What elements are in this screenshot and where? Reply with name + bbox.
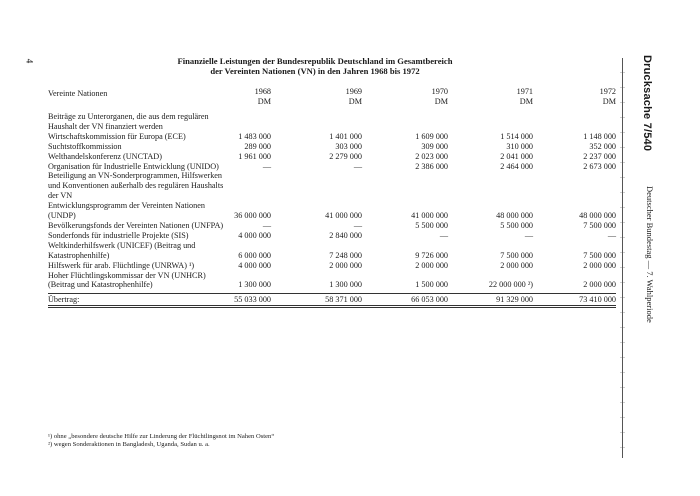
table-cell: 2 000 000	[583, 280, 616, 290]
table-cell: 7 500 000	[583, 220, 616, 230]
year-label: 1969	[345, 87, 362, 96]
year-label: 1970	[431, 87, 448, 96]
total-cell: 73 410 000	[579, 295, 616, 305]
table-row	[48, 221, 616, 231]
footnotes	[48, 433, 274, 449]
table-row	[48, 241, 616, 261]
table-cell: 2 000 000	[329, 260, 362, 270]
bundestag-label: Deutscher Bundestag — 7. Wahlperiode	[645, 186, 655, 323]
table-cell: 1 483 000	[238, 131, 271, 141]
total-label: Übertrag:	[48, 295, 80, 305]
margin-rule	[622, 58, 623, 458]
table-cell: 5 500 000	[415, 220, 448, 230]
row-label: Wirtschaftskommission für Europa (ECE)	[48, 131, 186, 141]
table-cell: 289 000	[244, 141, 271, 151]
page-number: 4	[24, 58, 35, 64]
table-row	[48, 112, 616, 132]
table-row	[48, 231, 616, 241]
table-row	[48, 261, 616, 271]
table-cell: 48 000 000	[496, 211, 533, 221]
row-label: Entwicklungsprogramm der Vereinten Nationen (UNDP)	[48, 201, 205, 221]
row-label: Hilfswerk für arab. Flüchtlinge (UNRWA) ¹)	[48, 260, 195, 270]
table-cell: —	[353, 161, 362, 171]
table-cell: —	[353, 220, 362, 230]
table-cell: 303 000	[335, 141, 362, 151]
table-cell: 41 000 000	[325, 211, 362, 221]
table-cell: 2 000 000	[583, 260, 616, 270]
table-cell: 1 609 000	[415, 131, 448, 141]
table-row	[48, 162, 616, 172]
footnote-2: ²) wegen Sonderaktionen in Bangladesh, Uganda, Sudan u. a.	[48, 441, 210, 448]
table-cell: 4 000 000	[238, 230, 271, 240]
year-label: 1972	[599, 87, 616, 96]
table-cell: —	[607, 230, 616, 240]
total-double-rule	[48, 305, 616, 308]
table-cell: 2 041 000	[500, 151, 533, 161]
unit-label: DM	[348, 97, 362, 106]
table-cell: 1 401 000	[329, 131, 362, 141]
row-label: Bevölkerungsfonds der Vereinten Nationen (UNFPA)	[48, 220, 224, 230]
table-cell: —	[524, 230, 533, 240]
total-cell: 91 329 000	[496, 295, 533, 305]
year-column-header	[255, 87, 271, 107]
finance-table	[48, 87, 616, 308]
year-label: 1971	[516, 87, 533, 96]
table-cell: 22 000 000 ²)	[488, 280, 533, 290]
year-column-header	[517, 87, 533, 107]
table-row	[48, 142, 616, 152]
table-row	[48, 132, 616, 142]
table-cell: 41 000 000	[411, 211, 448, 221]
year-column-header	[432, 87, 448, 107]
table-cell: 1 514 000	[500, 131, 533, 141]
table-cell: 1 300 000	[238, 280, 271, 290]
table-cell: —	[439, 230, 448, 240]
row-label: Sonderfonds für industrielle Projekte (SIS)	[48, 230, 189, 240]
total-cell: 66 053 000	[411, 295, 448, 305]
row-label: Welthandelskonferenz (UNCTAD)	[48, 151, 162, 161]
table-cell: 1 961 000	[238, 151, 271, 161]
row-label: Suchtstoffkommission	[48, 141, 122, 151]
table-row	[48, 152, 616, 162]
title-line-2: der Vereinten Nationen (VN) in den Jahren 1968 bis 1972	[210, 66, 420, 76]
unit-label: DM	[434, 97, 448, 106]
table-row	[48, 201, 616, 221]
table-cell: 2 464 000	[500, 161, 533, 171]
page-title	[150, 56, 480, 76]
table-row	[48, 271, 616, 291]
table-cell: 36 000 000	[234, 211, 271, 221]
table-cell: 352 000	[589, 141, 616, 151]
table-cell: 2 386 000	[415, 161, 448, 171]
table-cell: 2 000 000	[500, 260, 533, 270]
table-cell: 6 000 000	[238, 250, 271, 260]
table-cell: 310 000	[506, 141, 533, 151]
total-cell: 55 033 000	[234, 295, 271, 305]
footnote-1: ¹) ohne „besondere deutsche Hilfe zur Linderung der Flüchtlingsnot im Nahen Osten“	[48, 433, 275, 440]
drucksache-label: Drucksache 7/540	[641, 55, 653, 152]
unit-label: DM	[257, 97, 271, 106]
table-cell: 2 000 000	[415, 260, 448, 270]
table-cell: —	[262, 161, 271, 171]
table-cell: 1 148 000	[583, 131, 616, 141]
unit-label: DM	[602, 97, 616, 106]
row-label: Weltkinderhilfswerk (UNICEF) (Beitrag und Katastrophenhilfe)	[48, 240, 196, 260]
table-row	[48, 171, 616, 201]
table-cell: 1 300 000	[329, 280, 362, 290]
table-cell: 2 237 000	[583, 151, 616, 161]
table-cell: 9 726 000	[415, 250, 448, 260]
row-label: Beteiligung an VN-Sonderprogrammen, Hilfswerken und Konventionen außerhalb des regulären Haushalts der VN	[48, 171, 224, 201]
table-header	[48, 87, 616, 112]
table-cell: 4 000 000	[238, 260, 271, 270]
table-cell: 2 840 000	[329, 230, 362, 240]
table-cell: 1 500 000	[415, 280, 448, 290]
title-line-1: Finanzielle Leistungen der Bundesrepublik Deutschland im Gesamtbereich	[177, 56, 453, 66]
table-cell: 2 673 000	[583, 161, 616, 171]
table-cell: 48 000 000	[579, 211, 616, 221]
table-cell: —	[262, 220, 271, 230]
table-cell: 309 000	[421, 141, 448, 151]
unit-label: DM	[519, 97, 533, 106]
year-label: 1968	[254, 87, 271, 96]
table-cell: 7 248 000	[329, 250, 362, 260]
year-column-header	[600, 87, 616, 107]
table-cell: 7 500 000	[583, 250, 616, 260]
row-label: Hoher Flüchtlingskommissar der VN (UNHCR) (Beitrag und Katastrophenhilfe)	[48, 270, 206, 290]
table-cell: 2 023 000	[415, 151, 448, 161]
year-column-header	[346, 87, 362, 107]
first-column-header: Vereinte Nationen	[48, 89, 108, 98]
total-cell: 58 371 000	[325, 295, 362, 305]
table-cell: 5 500 000	[500, 220, 533, 230]
total-row	[48, 294, 616, 305]
table-cell: 7 500 000	[500, 250, 533, 260]
table-cell: 2 279 000	[329, 151, 362, 161]
row-label: Organisation für Industrielle Entwicklung (UNIDO)	[48, 161, 219, 171]
row-label: Beiträge zu Unterorganen, die aus dem regulären Haushalt der VN finanziert werden	[48, 112, 209, 131]
